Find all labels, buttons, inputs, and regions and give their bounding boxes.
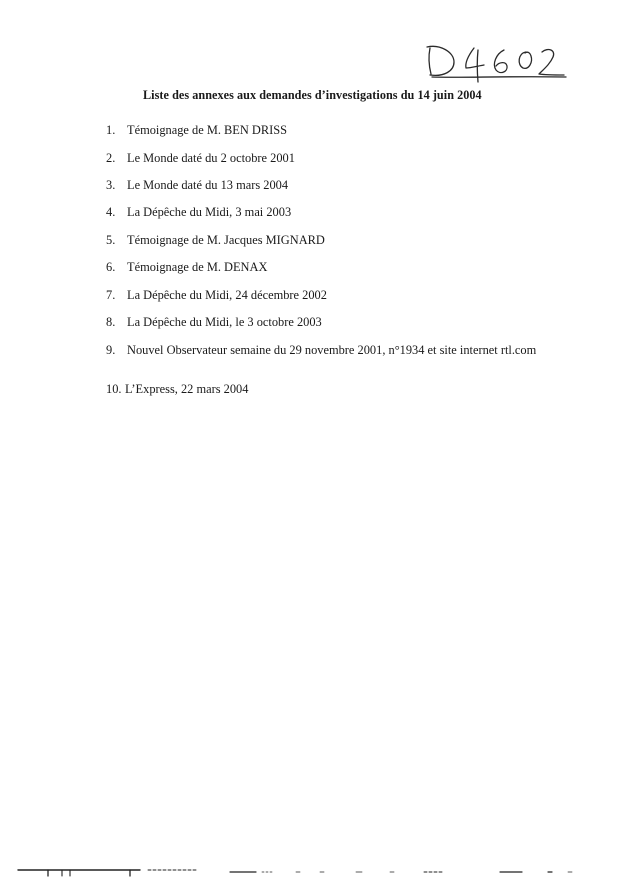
annex-number: 8. (106, 315, 116, 329)
annex-number: 4. (106, 205, 116, 219)
scan-edge-marks (0, 862, 620, 877)
annex-number: 3. (106, 178, 116, 192)
annex-text: Témoignage de M. DENAX (127, 260, 268, 274)
annex-text: La Dépêche du Midi, 3 mai 2003 (127, 205, 292, 219)
annex-text: La Dépêche du Midi, le 3 octobre 2003 (127, 315, 322, 329)
annex-text: Témoignage de M. BEN DRISS (127, 123, 288, 137)
annex-text: Nouvel Observateur semaine du 29 novembre 2001, n°1934 et site internet rtl.com (127, 343, 537, 357)
scan-edge-artifact (0, 862, 620, 877)
handwritten-stamp-d4602 (418, 38, 568, 88)
annex-number: 10. (106, 382, 122, 396)
annex-text: Le Monde daté du 13 mars 2004 (127, 178, 289, 192)
annex-text: La Dépêche du Midi, 24 décembre 2002 (127, 288, 327, 302)
document-title: Liste des annexes aux demandes d’investigations du 14 juin 2004 (143, 88, 482, 102)
annex-number: 6. (106, 260, 116, 274)
annex-number: 2. (106, 151, 116, 165)
annex-text: Témoignage de M. Jacques MIGNARD (127, 233, 325, 247)
annex-number: 1. (106, 123, 116, 137)
annex-number: 7. (106, 288, 116, 302)
handwritten-stamp-drawing (418, 38, 568, 88)
annex-text: L’Express, 22 mars 2004 (125, 382, 249, 396)
annex-text: Le Monde daté du 2 octobre 2001 (127, 151, 295, 165)
annex-number: 9. (106, 343, 116, 357)
annex-number: 5. (106, 233, 116, 247)
